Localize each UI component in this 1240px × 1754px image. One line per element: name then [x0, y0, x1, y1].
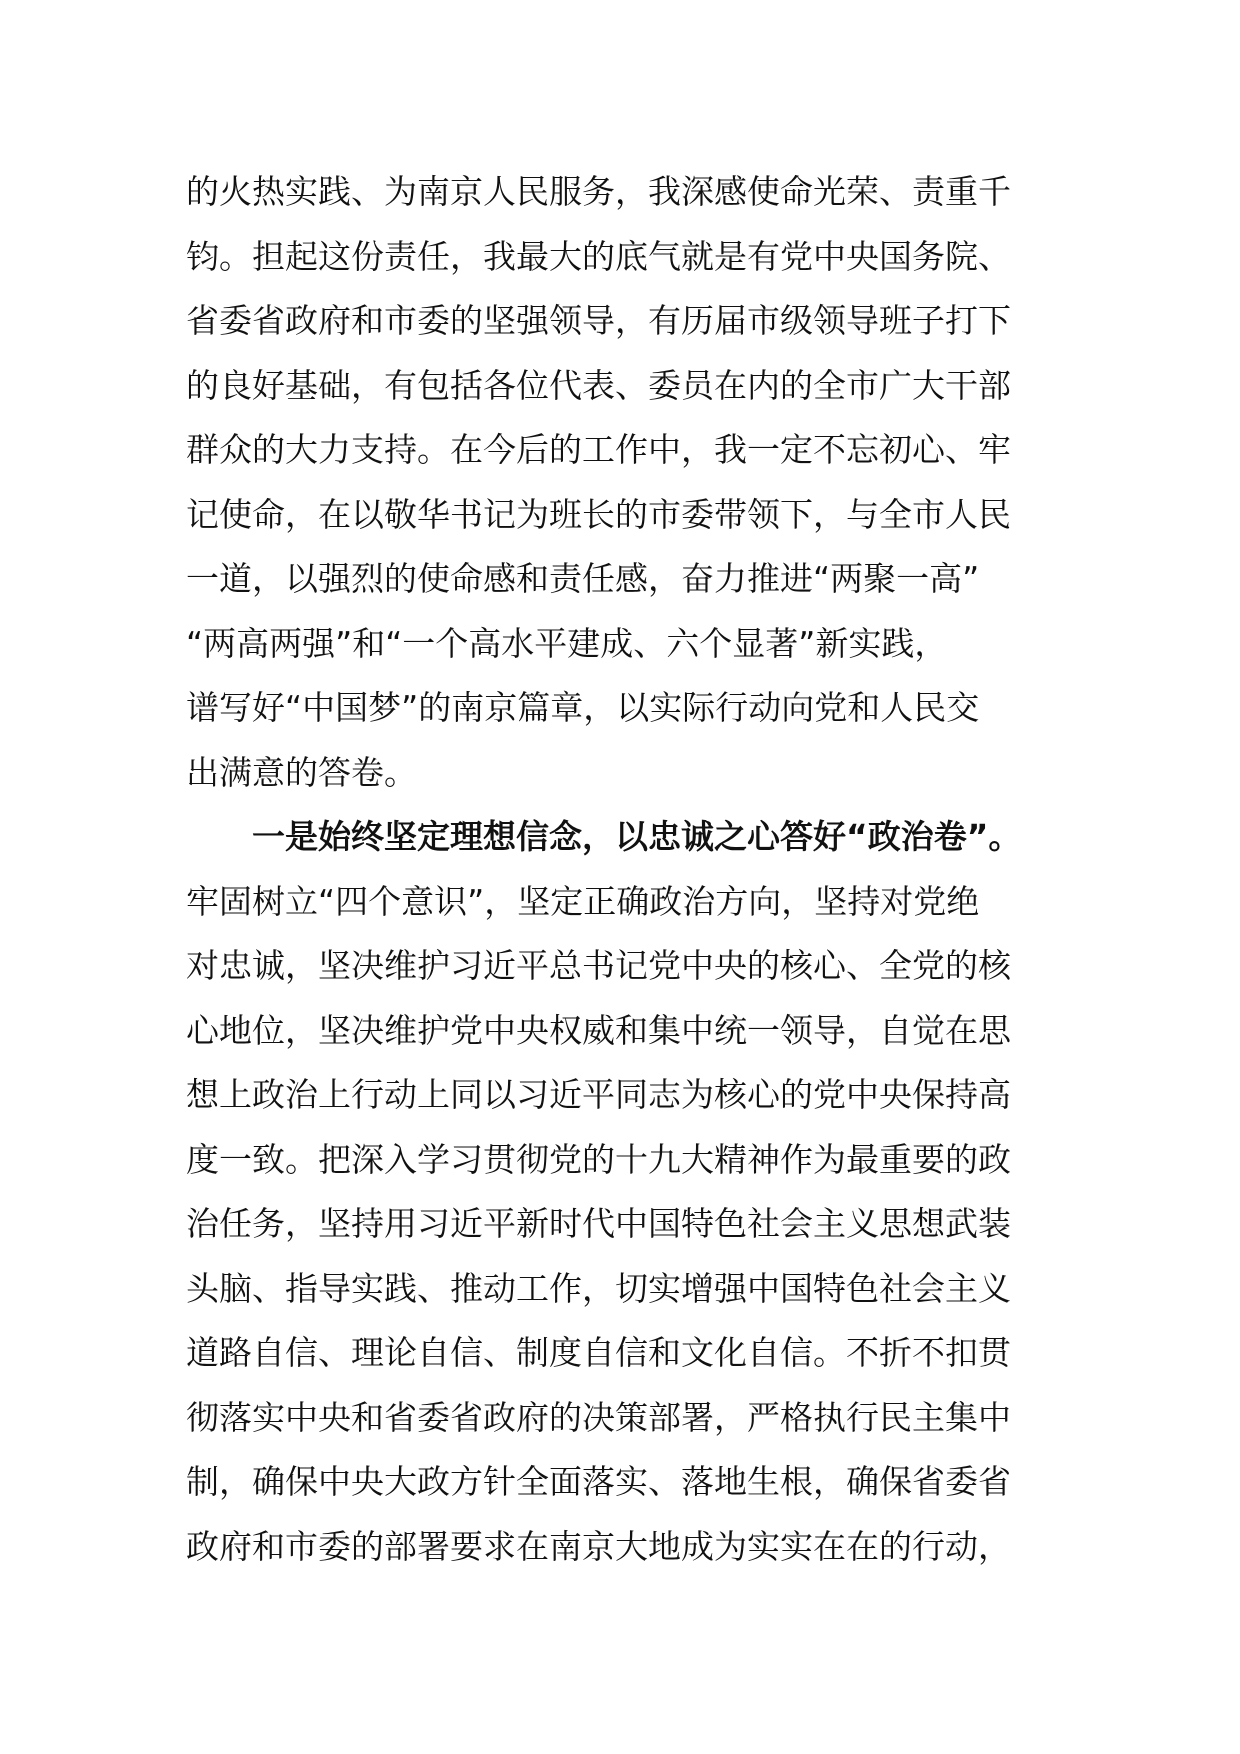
- text-line: “两高两强”和“一个高水平建成、六个显著”新实践，: [186, 623, 948, 663]
- text-line: 政府和市委的部署要求在南京大地成为实实在在的行动，: [186, 1526, 1011, 1566]
- body-text: [186, 160, 1066, 1579]
- text-line: 一道，以强烈的使命感和责任感，奋力推进“两聚一高”: [186, 559, 980, 598]
- section-heading: 一是始终坚定理想信念，以忠诚之心答好“政治卷”。: [252, 817, 1022, 856]
- text-line: 的良好基础，有包括各位代表、委员在内的全市广大干部: [186, 365, 1011, 405]
- text-line: 头脑、指导实践、推动工作，切实增强中国特色社会主义: [186, 1268, 1011, 1308]
- text-line: 治任务，坚持用习近平新时代中国特色社会主义思想武装: [186, 1204, 1011, 1243]
- text-line: 记使命，在以敬华书记为班长的市委带领下，与全市人民: [186, 494, 1011, 534]
- text-line: 省委省政府和市委的坚强领导，有历届市级领导班子打下: [186, 301, 1011, 340]
- text-line: 彻落实中央和省委省政府的决策部署，严格执行民主集中: [186, 1397, 1011, 1437]
- text-line: 牢固树立“四个意识”，坚定正确政治方向，坚持对党绝: [186, 881, 980, 921]
- text-line: 对忠诚，坚决维护习近平总书记党中央的核心、全党的核: [186, 946, 1011, 985]
- text-line: 道路自信、理论自信、制度自信和文化自信。不折不扣贯: [186, 1333, 1011, 1372]
- text-line: 想上政治上行动上同以习近平同志为核心的党中央保持高: [186, 1075, 1011, 1114]
- text-line: 的火热实践、为南京人民服务，我深感使命光荣、责重千: [186, 172, 1011, 211]
- text-line: 出满意的答卷。: [186, 752, 417, 792]
- text-line: 心地位，坚决维护党中央权威和集中统一领导，自觉在思: [186, 1010, 1011, 1050]
- text-line: 群众的大力支持。在今后的工作中，我一定不忘初心、牢: [186, 430, 1011, 469]
- text-line: 制，确保中央大政方针全面落实、落地生根，确保省委省: [186, 1462, 1011, 1501]
- text-line: 谱写好“中国梦”的南京篇章，以实际行动向党和人民交: [186, 688, 980, 727]
- text-line: 度一致。把深入学习贯彻党的十九大精神作为最重要的政: [186, 1139, 1011, 1179]
- text-line: 钧。担起这份责任，我最大的底气就是有党中央国务院、: [186, 236, 1011, 276]
